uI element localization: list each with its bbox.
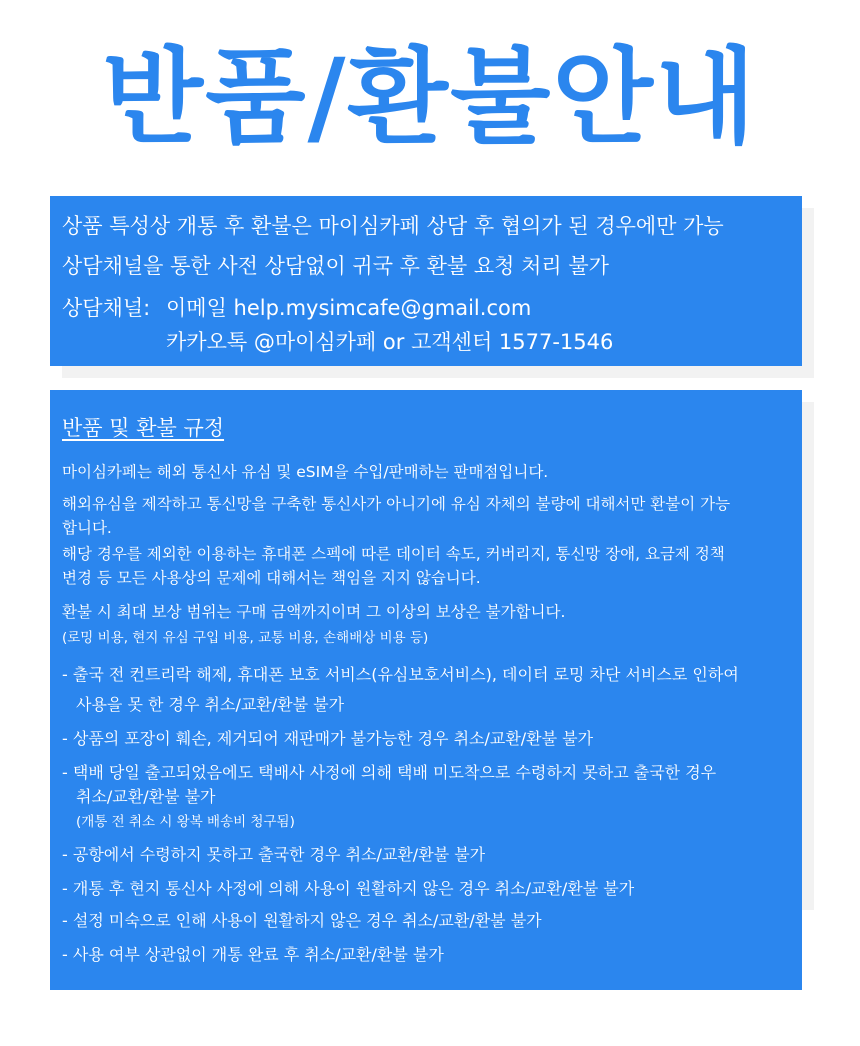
policy-paragraph-2-line-1: 해외유심을 제작하고 통신망을 구축한 통신사가 아니기에 유심 자체의 불량에 대해서만 환불이 가능: [62, 495, 731, 513]
bullet-3-line-2: 취소/교환/환불 불가: [76, 787, 216, 806]
notice-line-1: 상품 특성상 개통 후 환불은 마이심카페 상담 후 협의가 된 경우에만 가능: [62, 214, 724, 238]
notice-box: [50, 196, 802, 366]
policy-heading: 반품 및 환불 규정: [62, 416, 225, 440]
bullet-6: - 설정 미숙으로 인해 사용이 원활하지 않은 경우 취소/교환/환불 불가: [62, 911, 542, 930]
contact-label: 상담채널:: [62, 296, 151, 320]
policy-paragraph-4-note: (로밍 비용, 현지 유심 구입 비용, 교통 비용, 손해배상 비용 등): [62, 630, 429, 646]
page-title: 반품/환불안내: [102, 36, 758, 158]
bullet-1-line-2: 사용을 못 한 경우 취소/교환/환불 불가: [76, 695, 345, 714]
bullet-2: - 상품의 포장이 훼손, 제거되어 재판매가 불가능한 경우 취소/교환/환불 불가: [62, 729, 594, 748]
notice-line-2: 상담채널을 통한 사전 상담없이 귀국 후 환불 요청 처리 불가: [62, 254, 609, 278]
policy-box: [50, 390, 802, 990]
contact-kakao: 카카오톡 @마이심카페 or 고객센터 1577-1546: [166, 330, 614, 354]
bullet-5: - 개통 후 현지 통신사 사정에 의해 사용이 원활하지 않은 경우 취소/교환/환불 불가: [62, 879, 635, 898]
bullet-3-line-1: - 택배 당일 출고되었음에도 택배사 사정에 의해 택배 미도착으로 수령하지 못하고 출국한 경우: [62, 763, 717, 782]
bullet-1-line-1: - 출국 전 컨트리락 해제, 휴대폰 보호 서비스(유심보호서비스), 데이터 로밍 차단 서비스로 인하여: [62, 665, 739, 684]
policy-paragraph-3-line-1: 해당 경우를 제외한 이용하는 휴대폰 스펙에 따른 데이터 속도, 커버리지, 통신망 장애, 요금제 정책: [62, 545, 725, 563]
contact-email: 이메일 help.mysimcafe@gmail.com: [166, 296, 532, 320]
bullet-4: - 공항에서 수령하지 못하고 출국한 경우 취소/교환/환불 불가: [62, 845, 486, 864]
policy-paragraph-3-line-2: 변경 등 모든 사용상의 문제에 대해서는 책임을 지지 않습니다.: [62, 569, 481, 587]
bullet-7: - 사용 여부 상관없이 개통 완료 후 취소/교환/환불 불가: [62, 945, 444, 964]
policy-intro: 마이심카페는 해외 통신사 유심 및 eSIM을 수입/판매하는 판매점입니다.: [62, 463, 549, 481]
policy-paragraph-4: 환불 시 최대 보상 범위는 구매 금액까지이며 그 이상의 보상은 불가합니다.: [62, 603, 566, 621]
bullet-3-note: (개통 전 취소 시 왕복 배송비 청구됨): [76, 814, 295, 830]
policy-paragraph-2-line-2: 합니다.: [62, 519, 112, 537]
